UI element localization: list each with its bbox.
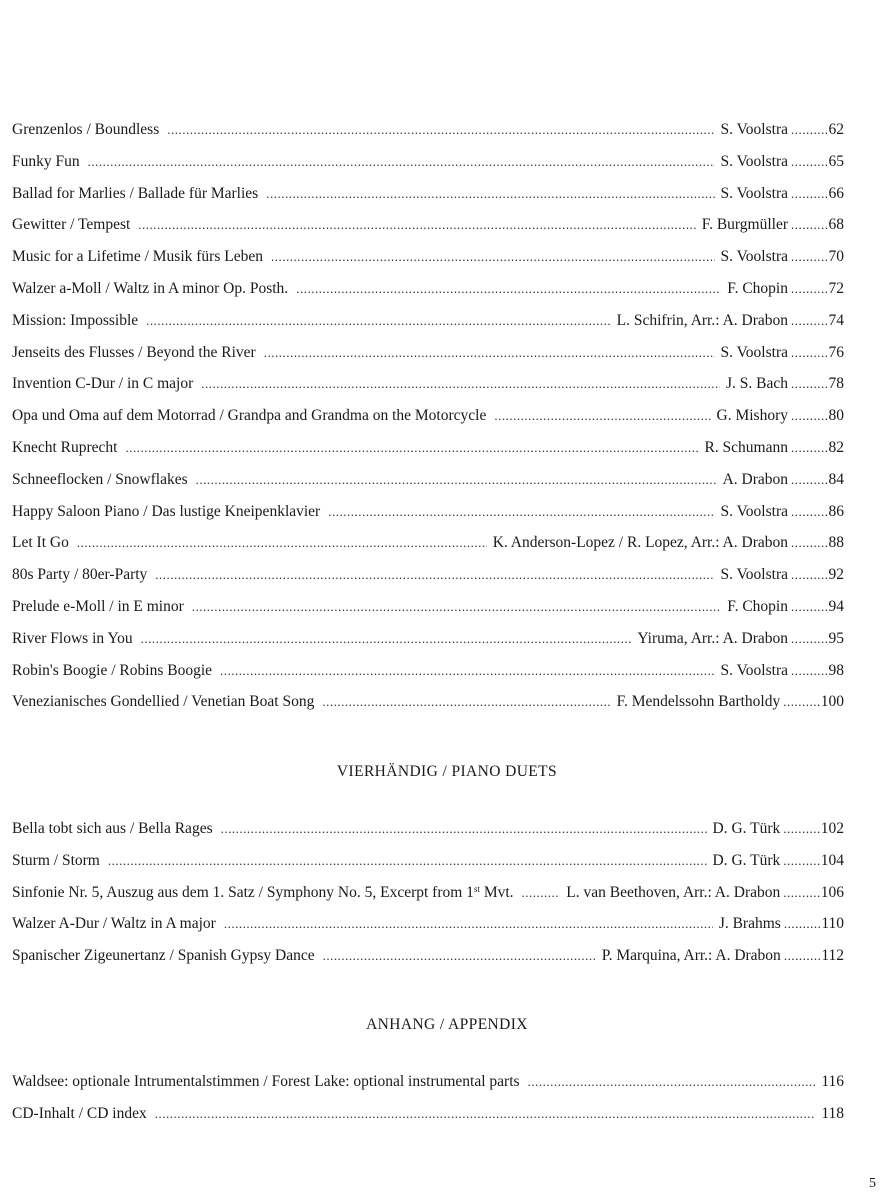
page-dot-leader <box>783 853 821 869</box>
entry-page-number: 118 <box>821 1104 844 1122</box>
entry-title: Knecht Ruprecht <box>12 438 118 456</box>
page-dot-leader <box>791 567 829 583</box>
toc-appendix-list <box>12 1073 844 1137</box>
dot-leader <box>77 535 487 551</box>
entry-page-number: 62 <box>828 121 844 138</box>
dot-leader <box>201 376 720 392</box>
entry-composer: F. Burgmüller <box>701 216 788 234</box>
entry-title: Robin's Boogie / Robins Boogie <box>12 661 213 679</box>
entry-title: Mission: Impossible <box>12 311 139 329</box>
toc-entry <box>12 884 844 916</box>
toc-entry <box>12 153 844 185</box>
entry-composer: A. Drabon <box>722 470 788 488</box>
entry-composer: L. van Beethoven, Arr.: A. Drabon <box>566 883 781 901</box>
entry-composer: F. Chopin <box>727 279 788 297</box>
dot-leader <box>155 1106 816 1122</box>
dot-leader <box>155 567 714 583</box>
page-dot-leader <box>791 472 829 488</box>
entry-page-number: 95 <box>828 629 844 647</box>
dot-leader <box>328 504 714 520</box>
duets-heading: VIERHÄNDIG / PIANO DUETS <box>336 763 558 780</box>
entry-composer: J. Brahms <box>718 915 781 933</box>
entry-title: Waldsee: optionale Intrumentalstimmen / Forest Lake: optional instrumental parts <box>12 1073 520 1090</box>
page-dot-leader <box>791 249 829 265</box>
page-dot-leader <box>791 535 829 551</box>
entry-page-number: 92 <box>828 566 844 584</box>
dot-leader <box>296 281 721 297</box>
entry-composer: F. Chopin <box>727 597 788 615</box>
entry-title: Walzer a-Moll / Waltz in A minor Op. Posth. <box>12 279 289 297</box>
toc-entry <box>12 852 844 884</box>
entry-composer: D. G. Türk <box>712 820 781 837</box>
entry-title: Jenseits des Flusses / Beyond the River <box>12 343 256 361</box>
page-dot-leader <box>791 631 829 647</box>
toc-entry <box>12 598 844 630</box>
entry-composer: P. Marquina, Arr.: A. Drabon <box>601 947 781 965</box>
entry-composer: R. Schumann <box>704 438 788 456</box>
page-dot-leader <box>784 916 822 932</box>
toc-entry <box>12 662 844 694</box>
page-dot-leader <box>791 345 829 361</box>
toc-entry <box>12 407 844 439</box>
dot-leader <box>125 440 698 456</box>
dot-leader <box>146 313 610 329</box>
entry-page-number: 104 <box>820 851 844 869</box>
entry-page-number: 94 <box>828 597 844 615</box>
entry-composer: S. Voolstra <box>720 566 788 584</box>
entry-page-number: 65 <box>828 152 844 170</box>
entry-composer: S. Voolstra <box>720 343 788 361</box>
dot-leader <box>221 821 707 837</box>
toc-entry <box>12 534 844 566</box>
toc-main-list <box>12 121 844 725</box>
dot-leader <box>220 663 715 679</box>
entry-page-number: 68 <box>828 216 844 234</box>
entry-composer: S. Voolstra <box>720 121 788 138</box>
dot-leader <box>108 853 707 869</box>
entry-title: Spanischer Zigeunertanz / Spanish Gypsy Dance <box>12 947 315 965</box>
toc-entry <box>12 503 844 535</box>
page-dot-leader <box>783 694 821 710</box>
page-dot-leader <box>791 376 829 392</box>
dot-leader <box>528 1074 816 1090</box>
entry-page-number: 100 <box>820 693 844 711</box>
entry-page-number: 66 <box>828 184 844 202</box>
entry-page-number: 116 <box>821 1073 844 1090</box>
entry-title: Happy Saloon Piano / Das lustige Kneipenklavier <box>12 502 321 520</box>
toc-entry <box>12 915 844 947</box>
appendix-heading: ANHANG / APPENDIX <box>366 1016 528 1033</box>
entry-title: Music for a Lifetime / Musik fürs Leben <box>12 248 263 266</box>
dot-leader <box>323 948 596 964</box>
entry-page-number: 72 <box>828 279 844 297</box>
entry-title: Bella tobt sich aus / Bella Rages <box>12 820 213 837</box>
toc-entry <box>12 693 844 725</box>
page-dot-leader <box>791 186 829 202</box>
dot-leader <box>224 916 713 932</box>
page-dot-leader <box>791 217 829 233</box>
toc-entry <box>12 947 844 979</box>
entry-page-number: 76 <box>828 343 844 361</box>
page-dot-leader <box>791 408 829 424</box>
entry-title: Invention C-Dur / in C major <box>12 375 194 393</box>
page-dot-leader <box>783 885 821 901</box>
page-dot-leader <box>791 504 829 520</box>
toc-entry <box>12 185 844 217</box>
entry-page-number: 80 <box>828 407 844 425</box>
toc-entry <box>12 630 844 662</box>
entry-title: Ballad for Marlies / Ballade für Marlies <box>12 184 259 202</box>
entry-composer: Yiruma, Arr.: A. Drabon <box>637 629 788 647</box>
page-dot-leader <box>791 440 829 456</box>
toc-entry <box>12 344 844 376</box>
entry-title: River Flows in You <box>12 629 133 647</box>
entry-title: Prelude e-Moll / in E minor <box>12 597 184 615</box>
page-dot-leader <box>783 821 821 837</box>
dot-leader <box>264 345 715 361</box>
entry-title: Walzer A-Dur / Waltz in A major <box>12 915 216 933</box>
toc-entry <box>12 820 844 852</box>
entry-title: Sinfonie Nr. 5, Auszug aus dem 1. Satz / Symphony No. 5, Excerpt from 1st Mvt. <box>12 883 514 901</box>
page-number: 5 <box>869 1176 876 1191</box>
entry-title: 80s Party / 80er-Party <box>12 566 148 584</box>
dot-leader <box>196 472 717 488</box>
toc-entry <box>12 121 844 153</box>
dot-leader <box>88 154 715 170</box>
dot-leader <box>522 885 561 901</box>
toc-entry <box>12 1105 844 1137</box>
entry-composer: S. Voolstra <box>720 661 788 679</box>
page-dot-leader <box>791 599 829 615</box>
page-dot-leader <box>784 948 822 964</box>
entry-composer: J. S. Bach <box>726 375 788 393</box>
dot-leader <box>167 122 714 138</box>
entry-title: Sturm / Storm <box>12 851 100 869</box>
entry-page-number: 106 <box>820 883 844 901</box>
entry-composer: S. Voolstra <box>720 502 788 520</box>
entry-composer: G. Mishory <box>716 407 788 425</box>
toc-entry <box>12 312 844 344</box>
entry-title: Schneeflocken / Snowflakes <box>12 470 188 488</box>
toc-entry <box>12 471 844 503</box>
toc-duets-list <box>12 820 844 979</box>
toc-entry <box>12 216 844 248</box>
entry-page-number: 82 <box>828 438 844 456</box>
entry-page-number: 98 <box>828 661 844 679</box>
entry-title: CD-Inhalt / CD index <box>12 1104 147 1122</box>
entry-composer: L. Schifrin, Arr.: A. Drabon <box>616 311 788 329</box>
dot-leader <box>494 408 710 424</box>
entry-composer: F. Mendelssohn Bartholdy <box>616 693 781 711</box>
entry-page-number: 102 <box>820 820 844 837</box>
page-dot-leader <box>791 663 829 679</box>
dot-leader <box>266 186 714 202</box>
entry-composer: S. Voolstra <box>720 248 788 266</box>
toc-entry <box>12 375 844 407</box>
entry-page-number: 70 <box>828 248 844 266</box>
page-dot-leader <box>791 281 829 297</box>
entry-page-number: 112 <box>821 947 844 965</box>
entry-title: Opa und Oma auf dem Motorrad / Grandpa and Grandma on the Motorcycle <box>12 407 487 425</box>
entry-composer: K. Anderson-Lopez / R. Lopez, Arr.: A. Drabon <box>492 534 788 552</box>
toc-entry <box>12 566 844 598</box>
entry-composer: S. Voolstra <box>720 184 788 202</box>
dot-leader <box>138 217 695 233</box>
entry-title: Funky Fun <box>12 152 80 170</box>
toc-entry <box>12 280 844 312</box>
toc-entry <box>12 439 844 471</box>
dot-leader <box>271 249 715 265</box>
entry-title: Gewitter / Tempest <box>12 216 131 234</box>
entry-composer: S. Voolstra <box>720 152 788 170</box>
page-dot-leader <box>791 122 829 138</box>
entry-page-number: 84 <box>828 470 844 488</box>
toc-entry <box>12 1073 844 1105</box>
entry-title: Let It Go <box>12 534 69 552</box>
toc-entry <box>12 248 844 280</box>
dot-leader <box>322 694 610 710</box>
entry-page-number: 78 <box>828 375 844 393</box>
entry-title: Grenzenlos / Boundless <box>12 121 160 138</box>
entry-title: Venezianisches Gondellied / Venetian Boat Song <box>12 693 315 711</box>
dot-leader <box>141 631 632 647</box>
entry-composer: D. G. Türk <box>712 851 781 869</box>
page-dot-leader <box>791 154 829 170</box>
entry-page-number: 110 <box>821 915 844 933</box>
entry-page-number: 86 <box>828 502 844 520</box>
entry-page-number: 88 <box>828 534 844 552</box>
entry-page-number: 74 <box>828 311 844 329</box>
dot-leader <box>192 599 721 615</box>
page-dot-leader <box>791 313 829 329</box>
